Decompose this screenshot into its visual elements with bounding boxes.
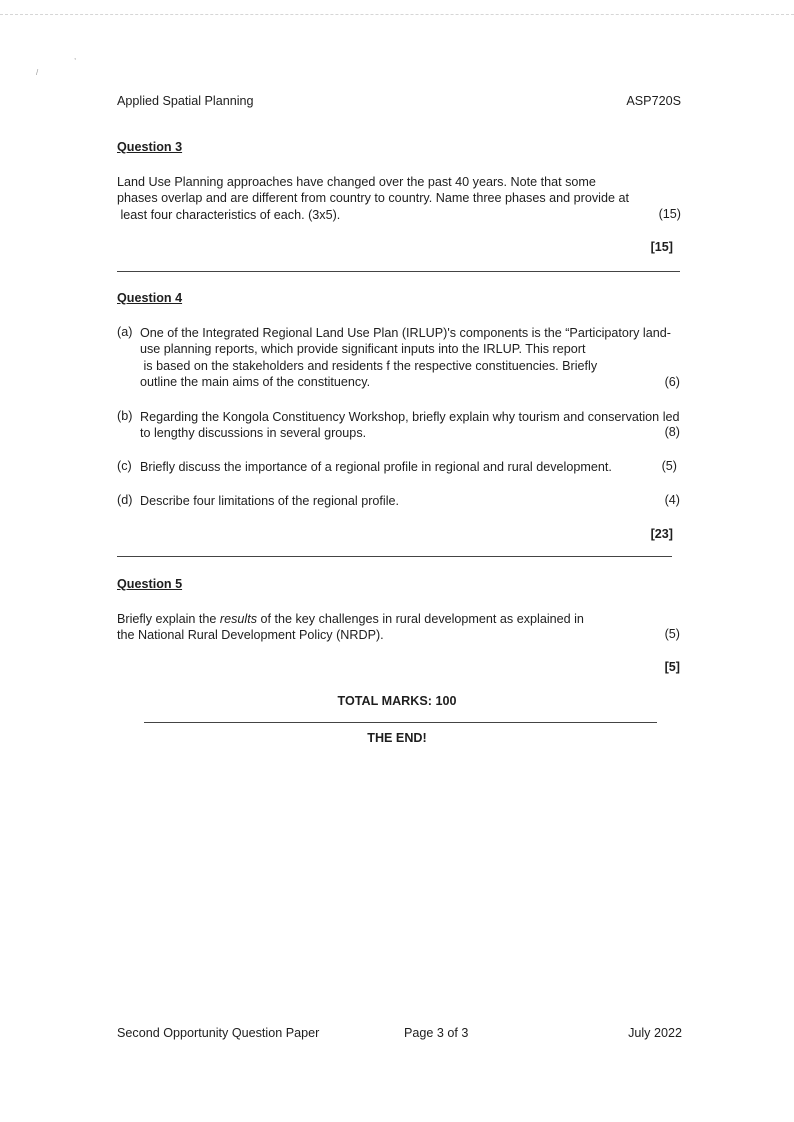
- question-4c-text: [140, 459, 612, 475]
- the-end: THE END!: [367, 731, 427, 745]
- question-4c-label: (c): [117, 459, 132, 473]
- question-5-text-part: Briefly explain the: [117, 612, 220, 626]
- question-3-line: Land Use Planning approaches have changed over the past 40 years. Note that some: [117, 175, 596, 189]
- question-4a-label: (a): [117, 325, 133, 339]
- section-divider: [117, 556, 672, 557]
- question-4b-marks: (8): [664, 425, 680, 439]
- course-code: ASP720S: [626, 94, 681, 108]
- footer-page-number: Page 3 of 3: [404, 1026, 469, 1040]
- scan-speck: ,: [74, 52, 77, 61]
- question-4a-line: is based on the stakeholders and residents f the respective constituencies. Briefly: [140, 358, 598, 373]
- question-4c-marks: (5): [661, 459, 677, 473]
- question-4d-marks: (4): [664, 493, 680, 507]
- end-divider: [144, 722, 657, 723]
- question-3-text: [117, 174, 629, 223]
- question-4a-line: outline the main aims of the constituency.: [140, 375, 371, 390]
- question-4b-line: Regarding the Kongola Constituency Workshop, briefly explain why tourism and conservation led: [140, 410, 680, 424]
- question-4a-line: use planning reports, which provide significant inputs into the IRLUP. This report: [140, 342, 586, 357]
- scan-speck: /: [36, 68, 39, 77]
- question-5-line-2: the National Rural Development Policy (NRDP).: [117, 628, 384, 643]
- question-5-total: [5]: [664, 660, 680, 674]
- question-3-marks: (15): [658, 207, 681, 221]
- question-4d-text: [140, 493, 399, 509]
- question-4a-line: One of the Integrated Regional Land Use Plan (IRLUP)'s components is the “Participatory land-: [140, 326, 671, 340]
- footer-paper-type: Second Opportunity Question Paper: [117, 1026, 320, 1040]
- total-marks: TOTAL MARKS: 100: [337, 694, 457, 708]
- question-5-marks: (5): [664, 627, 680, 641]
- question-3-line: least four characteristics of each. (3x5).: [117, 207, 341, 222]
- question-3-total: [15]: [650, 240, 673, 254]
- question-4c-line: Briefly discuss the importance of a regional profile in regional and rural development.: [140, 460, 612, 474]
- question-5-text-part: of the key challenges in rural development as explained in: [257, 612, 584, 626]
- question-4d-line: Describe four limitations of the regional profile.: [140, 494, 399, 508]
- question-5-heading: Question 5: [117, 577, 183, 591]
- section-divider: [117, 271, 680, 272]
- question-5-emphasis: results: [219, 612, 257, 626]
- question-4b-text: [140, 409, 680, 442]
- question-4b-line: to lengthy discussions in several groups.: [140, 426, 367, 441]
- scan-edge-line: [0, 14, 794, 15]
- course-title: Applied Spatial Planning: [117, 94, 254, 108]
- footer-date: July 2022: [628, 1026, 682, 1040]
- question-4-total: [23]: [650, 527, 673, 541]
- question-4d-label: (d): [117, 493, 133, 507]
- question-4a-text: [140, 325, 671, 391]
- question-4a-marks: (6): [664, 375, 680, 389]
- question-3-line: phases overlap and are different from country to country. Name three phases and provide at: [117, 191, 629, 206]
- question-3-heading: Question 3: [117, 140, 183, 154]
- question-4b-label: (b): [117, 409, 133, 423]
- question-5-text: [117, 611, 584, 644]
- question-4-heading: Question 4: [117, 291, 183, 305]
- question-5-line-1: [117, 611, 584, 627]
